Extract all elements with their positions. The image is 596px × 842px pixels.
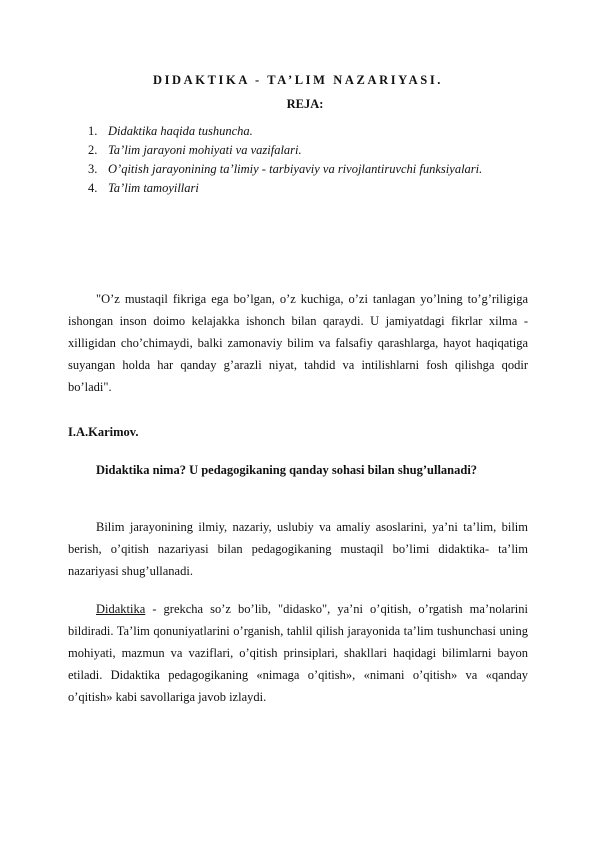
quote-author: I.A.Karimov. — [68, 425, 139, 439]
plan-item-text: Ta’lim tamoyillari — [108, 181, 199, 195]
plan-item — [88, 122, 528, 141]
plan-item-text: O’qitish jarayonining ta’limiy - tarbiyaviy va rivojlantiruvchi funksiyalari. — [108, 162, 483, 176]
term-didaktika: Didaktika — [96, 602, 146, 616]
plan-item — [88, 141, 528, 160]
plan-list — [88, 122, 528, 198]
plan-item-text: Ta’lim jarayoni mohiyati va vazifalari. — [108, 143, 302, 157]
plan-item — [88, 160, 528, 179]
section-question: Didaktika nima? U pedagogikaning qanday sohasi bilan shug’ullanadi? — [96, 463, 478, 477]
plan-item-text: Didaktika haqida tushuncha. — [108, 124, 253, 138]
plan-item-number: 2. — [88, 143, 98, 157]
paragraph-etymology-text: - grekcha so’z bo’lib, "didasko", ya’ni o’qitish, o’rgatish ma’nolarini bildiradi. Ta’lim qonuniyatlarini o’rganish, tahlil qilish jarayonida ta’lim tushunchasi uning mohiyati, mazmun va vaziflari, o’qitish prinsiplari, shakllari haqidagi bilimlarni bayon etiladi. Didaktika pedagogikaning «nimaga o’qitish», «nimani o’qitish» va «qanday o’qitish» kabi savollariga javob izlaydi. — [68, 602, 528, 704]
epigraph-quote: "O’z mustaqil fikriga ega bo’lgan, o’z kuchiga, o’zi tanlagan yo’lning to’g’riligiga ishongan inson doimo kelajakka ishonch bilan qaraydi. U jamiyatdagi fikrlar xilma - xilligidan cho’chimaydi, balki zamonaviy bilim va falsafiy qarashlarga, hayot haqiqatiga suyangan holda har qanday g’arazli niyat, tahdid va intilishlarni fosh qilishga qodir bo’ladi". — [68, 292, 528, 394]
document-title: DIDAKTIKA - TA’LIM NAZARIYASI. — [152, 73, 444, 87]
plan-item-number: 4. — [88, 181, 98, 195]
plan-item — [88, 179, 528, 198]
paragraph-etymology — [68, 598, 528, 708]
plan-item-number: 3. — [88, 162, 98, 176]
plan-item-number: 1. — [88, 124, 98, 138]
plan-heading: REJA: — [286, 97, 324, 111]
paragraph-definition: Bilim jarayonining ilmiy, nazariy, uslubiy va amaliy asoslarini, ya’ni ta’lim, bilim berish, o’qitish nazariyasi bilan pedagogikaning mustaqil bo’limi didaktika- ta’lim nazariyasi shug’ullanadi. — [68, 520, 528, 578]
